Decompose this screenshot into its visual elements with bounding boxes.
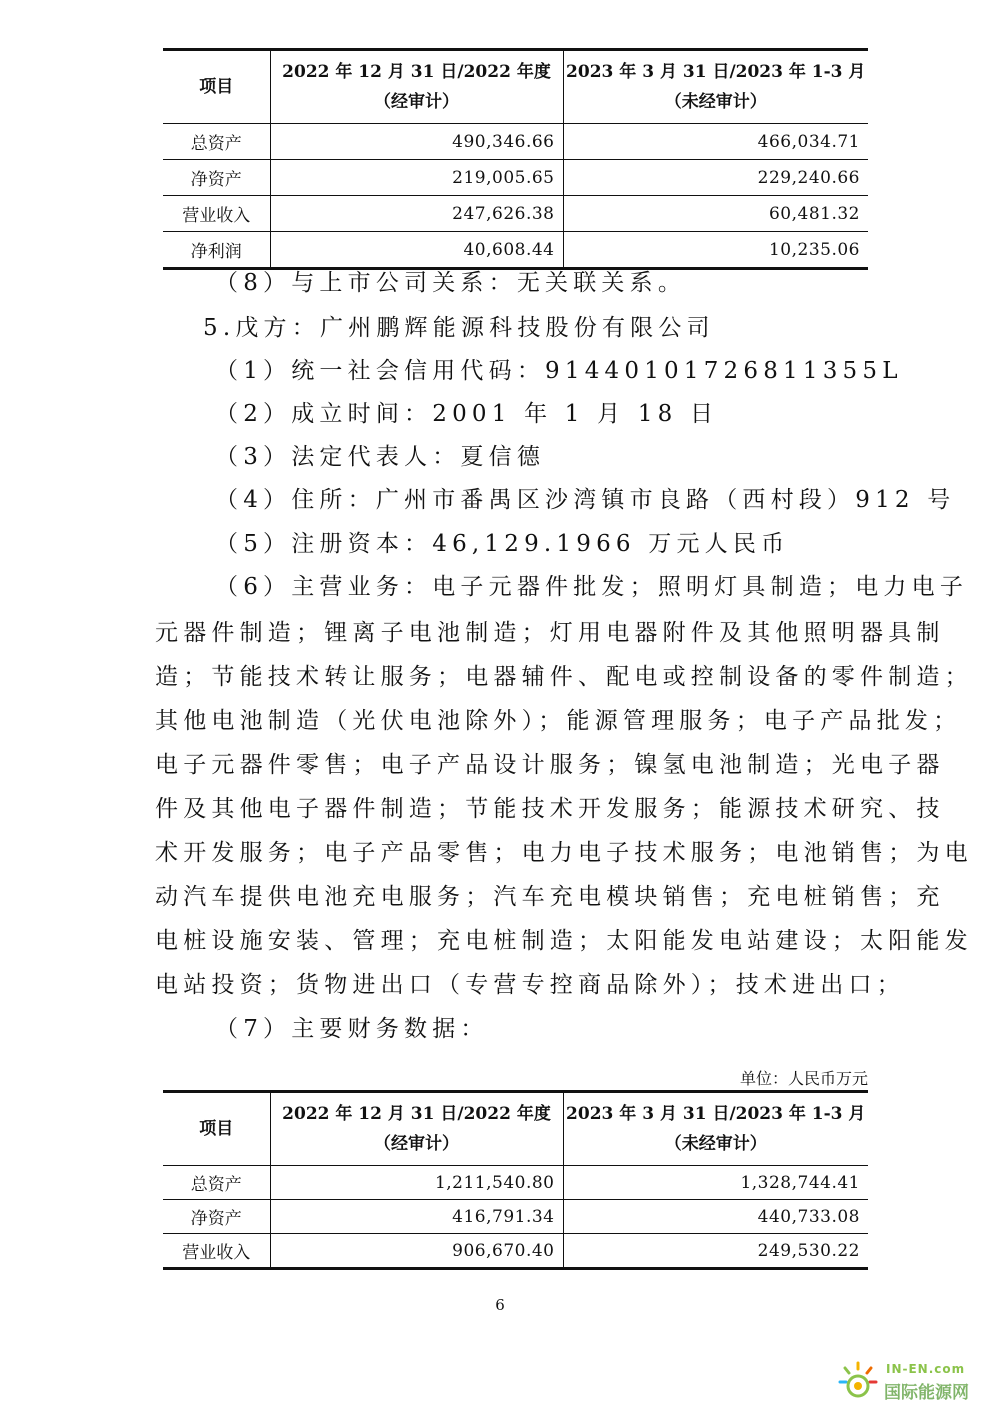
table-header-row xyxy=(163,50,868,124)
table-row xyxy=(163,1200,868,1234)
paragraph-party-e: 5.戊方：广州鹏辉能源科技股份有限公司 xyxy=(203,315,715,341)
value-2022: 247,626.38 xyxy=(270,196,563,232)
header-2023-line2: （未经审计） xyxy=(664,1134,767,1154)
header-2022 xyxy=(270,50,563,124)
value-2022: 1,211,540.80 xyxy=(270,1166,563,1200)
paragraph-business-2: 元器件制造；锂离子电池制造；灯用电器附件及其他照明器具制 xyxy=(155,620,945,646)
paragraph-address: （4）住所：广州市番禺区沙湾镇市良路（西村段）912 号 xyxy=(215,487,956,513)
paragraph-founded: （2）成立时间：2001 年 1 月 18 日 xyxy=(215,401,719,427)
paragraph-business-9: 电桩设施安装、管理；充电桩制造；太阳能发电站建设；太阳能发 xyxy=(155,928,973,954)
value-2023: 10,235.06 xyxy=(563,232,868,269)
header-2023-line1: 2023 年 3 月 31 日/2023 年 1-3 月 xyxy=(566,62,866,82)
value-2023: 1,328,744.41 xyxy=(563,1166,868,1200)
value-2023: 60,481.32 xyxy=(563,196,868,232)
header-2023 xyxy=(563,1092,868,1166)
header-2023-line1: 2023 年 3 月 31 日/2023 年 1-3 月 xyxy=(566,1104,866,1124)
value-2023: 466,034.71 xyxy=(563,124,868,160)
header-2022-line2: （经审计） xyxy=(374,1134,459,1154)
table-row xyxy=(163,124,868,160)
paragraph-business-7: 术开发服务；电子产品零售；电力电子技术服务；电池销售；为电 xyxy=(155,840,973,866)
row-label: 净资产 xyxy=(163,1200,270,1234)
header-item: 项目 xyxy=(163,50,270,124)
paragraph-related-party: （8）与上市公司关系：无关联关系。 xyxy=(215,270,687,296)
row-label: 净资产 xyxy=(163,160,270,196)
value-2022: 416,791.34 xyxy=(270,1200,563,1234)
paragraph-capital: （5）注册资本：46,129.1966 万元人民币 xyxy=(215,531,790,557)
page-number: 6 xyxy=(495,1296,505,1314)
value-2022: 219,005.65 xyxy=(270,160,563,196)
watermark-logo xyxy=(836,1358,986,1404)
header-2022 xyxy=(270,1092,563,1166)
value-2023: 229,240.66 xyxy=(563,160,868,196)
paragraph-financial-data: （7）主要财务数据： xyxy=(215,1016,489,1042)
unit-label: 单位：人民币万元 xyxy=(739,1069,868,1088)
paragraph-business-10: 电站投资；货物进出口（专营专控商品除外）；技术进出口； xyxy=(155,972,905,998)
row-label: 总资产 xyxy=(163,1166,270,1200)
paragraph-credit-code: （1）统一社会信用代码：91440101726811355L xyxy=(215,358,903,384)
header-2022-line1: 2022 年 12 月 31 日/2022 年度 xyxy=(282,62,551,82)
watermark-cn-text: 国际能源网 xyxy=(884,1383,969,1403)
row-label: 总资产 xyxy=(163,124,270,160)
financial-table-1 xyxy=(163,48,868,270)
table-row xyxy=(163,1166,868,1200)
table-header-row xyxy=(163,1092,868,1166)
financial-table-2 xyxy=(163,1090,868,1270)
paragraph-business-6: 件及其他电子器件制造；节能技术开发服务；能源技术研究、技 xyxy=(155,796,945,822)
paragraph-business-8: 动汽车提供电池充电服务；汽车充电模块销售；充电桩销售；充 xyxy=(155,884,945,910)
value-2022: 490,346.66 xyxy=(270,124,563,160)
table-row xyxy=(163,196,868,232)
header-item: 项目 xyxy=(163,1092,270,1166)
table-row xyxy=(163,160,868,196)
sun-logo-icon xyxy=(836,1360,880,1404)
row-label: 营业收入 xyxy=(163,196,270,232)
value-2023: 249,530.22 xyxy=(563,1234,868,1269)
paragraph-business-1: （6）主营业务：电子元器件批发；照明灯具制造；电力电子 xyxy=(215,574,969,600)
header-2023-line2: （未经审计） xyxy=(664,92,767,112)
table-row xyxy=(163,232,868,269)
paragraph-business-5: 电子元器件零售；电子产品设计服务；镍氢电池制造；光电子器 xyxy=(155,752,945,778)
paragraph-business-3: 造；节能技术转让服务；电器辅件、配电或控制设备的零件制造； xyxy=(155,664,973,690)
paragraph-business-4: 其他电池制造（光伏电池除外）；能源管理服务；电子产品批发； xyxy=(155,708,962,734)
value-2022: 906,670.40 xyxy=(270,1234,563,1269)
value-2023: 440,733.08 xyxy=(563,1200,868,1234)
watermark-en-text: IN-EN.com xyxy=(886,1362,966,1376)
header-2022-line2: （经审计） xyxy=(374,92,459,112)
row-label: 净利润 xyxy=(163,232,270,269)
value-2022: 40,608.44 xyxy=(270,232,563,269)
table-row xyxy=(163,1234,868,1269)
header-2022-line1: 2022 年 12 月 31 日/2022 年度 xyxy=(282,1104,551,1124)
paragraph-legal-rep: （3）法定代表人：夏信德 xyxy=(215,444,546,470)
header-2023 xyxy=(563,50,868,124)
row-label: 营业收入 xyxy=(163,1234,270,1269)
